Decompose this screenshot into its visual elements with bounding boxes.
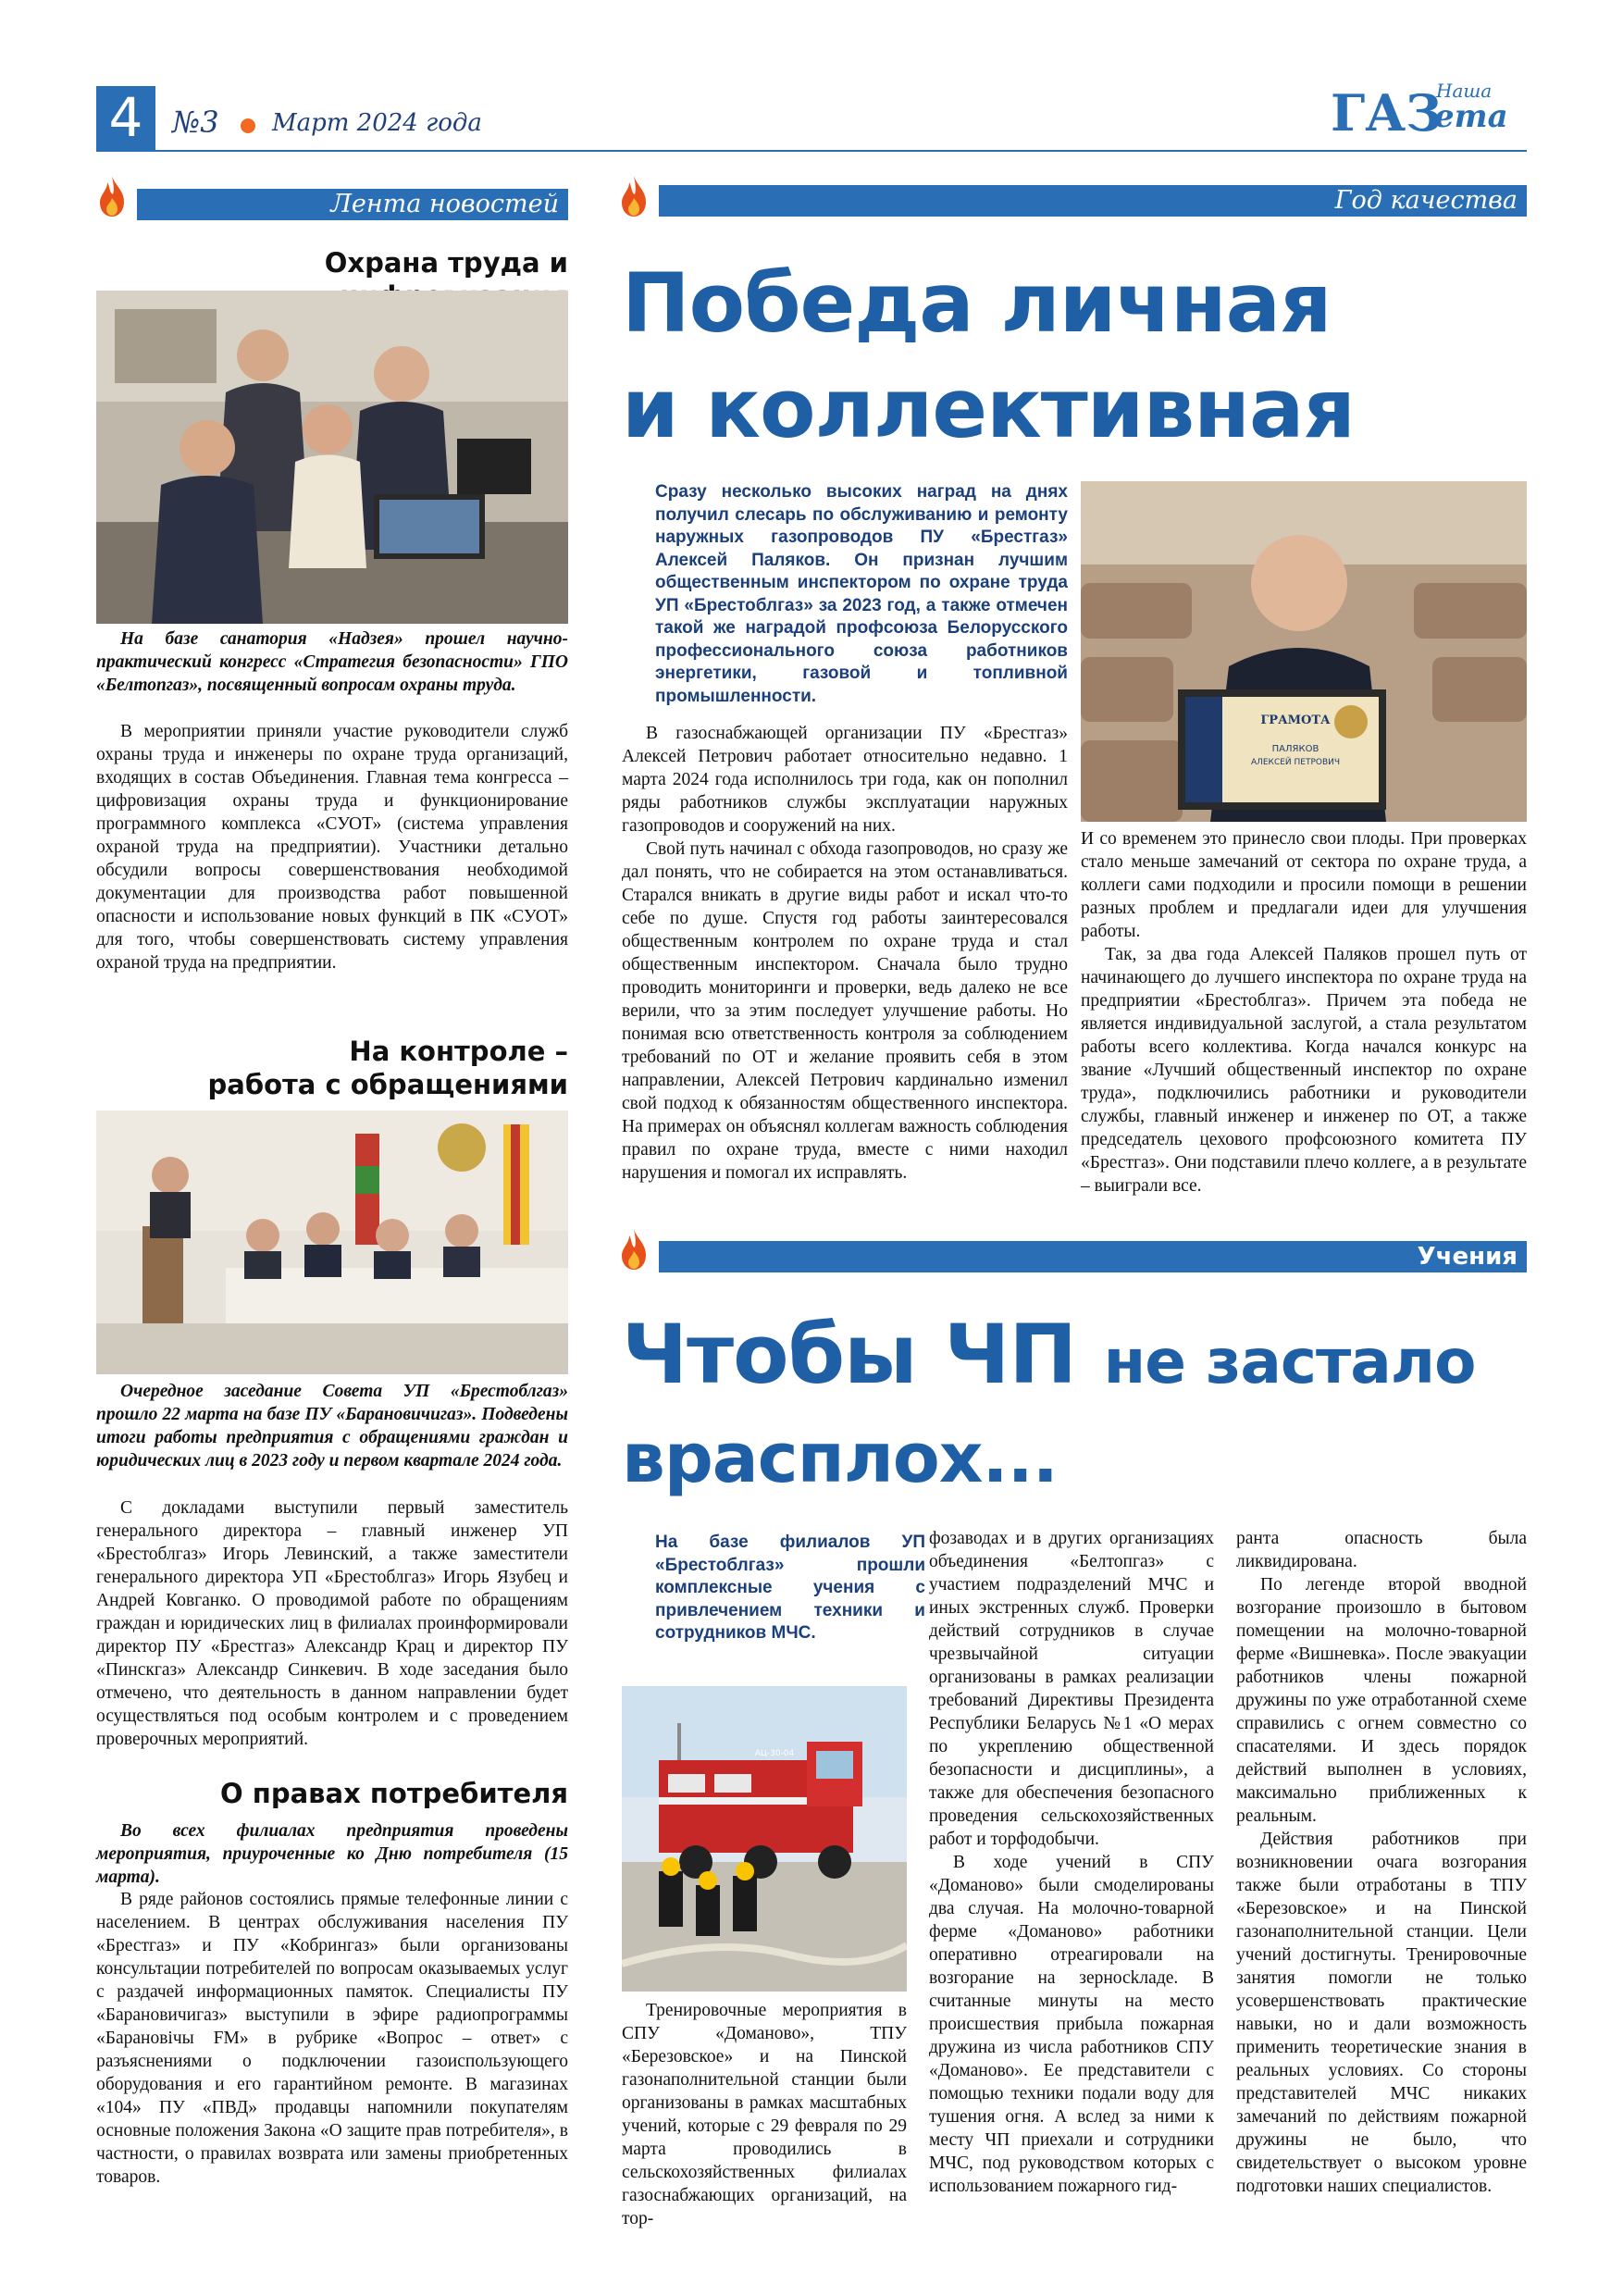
headline-drill-part-b: не застало (1103, 1326, 1476, 1397)
logo-nasha: Наша (1436, 80, 1493, 102)
caption-congress-text: На базе санатория «Надзея» прошел научно-практический конгресс «Стратегия безопасности» ГПО «Белтопгаз», посвященный вопросам охраны труда. (96, 629, 568, 695)
quality-col1-p2: Свой путь начинал с обхода газопроводов, но сразу же дал понять, что не собирается на этом останавливаться. Старался вникать в другие виды работ и искал что-то себе по душе. Спустя год работы заинтересовался общественным контролем по охране труда и стал общественным инспектором. Сначала было трудно проводить мониторинги и проверки, ведь далеко не все верили, что за этим последует улучшение работы. Но понимая всю ответственность контроля за соблюдением требований по ОТ и желание проявить себя в этом направлении, Алексей Петрович кардинально изменил свой подход к обязанностям общественного инспектора. На примерах он объяснял коллегам важность соблюдения правил по охране труда, вместе с ними находил нарушения и помогал их исправлять. (622, 839, 1068, 1183)
header-rule (96, 150, 1527, 152)
article-title-safety: Охрана труда и (324, 247, 568, 279)
logo (1331, 78, 1534, 152)
quality-col2-p2: Так, за два года Алексей Паляков прошел путь от начинающего до лучшего инспектора по охране труда на предприятии «Брестоблгаз». Причем эта победа не является индивидуальной заслугой, а стала результатом работы всего коллектива. Когда начался конкурс на звание «Лучший общественный инспектор по охране труда», подключились работники и руководители службы, главный инженер и инженер по ОТ, а также председатель цехового профсоюзного комитета ПУ «Брестгаз». Они подставили плечо коллеге, а в результате – выиграли все. (1081, 945, 1527, 1196)
drill-col3-p1: ранта опасность была ликвидирована. (1236, 1529, 1527, 1571)
caption-council (96, 1380, 568, 1472)
drill-col2-p2: В ходе учений в СПУ «Доманово» были смоделированы два случая. На молочно-товарной ферме «Доманово» работники оперативно отреагировали на возгорание на зерносkладе. В считанные минуты на место происшествия прибыла пожарная дружина из числа работников СПУ «Доманово». Ее представители с помощью техники подали воду для тушения огня. А вслед за ними к месту ЧП приехали и сотрудники МЧС, под руководством которых с использованием пожарного гид- (929, 1853, 1214, 2196)
article-title-appeals-line1: На контроле – (349, 1036, 568, 1067)
section-label-quality: Год качества (659, 185, 1527, 217)
certificate-name-line1: ПАЛЯКОВ (1271, 744, 1319, 754)
flame-icon (96, 174, 128, 218)
caption-consumer-text: Во всех филиалах предприятия проведены мероприятия, приуроченные ко Дню потребителя (15 марта). (96, 1821, 568, 1887)
photo-award (1081, 481, 1527, 822)
headline-quality-line1: Победа личная (622, 255, 1332, 351)
section-label-news: Лента новостей (137, 189, 568, 220)
drill-column-3 (1236, 1527, 1527, 2198)
photo-council (96, 1111, 568, 1374)
drill-col3-p3: Действия работников при возникновении очага возгорания также были отработаны в ТПУ «Березовское» и на Пинской газонаполнительной станции. Цели учений достигнуты. Тренировочные занятия помогли не только усовершенствовать практические навыки, но и дали возможность применить теоретические знания в реальных условиях. Со стороны представителей МЧС никаких замечаний по действиям пожарной дружины не было, что свидетельствует о высоком уровне подготовки наших специалистов. (1236, 1830, 1527, 2196)
header-dot (241, 118, 255, 133)
headline-quality-line2: и коллективная (622, 361, 1355, 456)
logo-eta: ета (1434, 98, 1508, 135)
body-safety-text: В мероприятии приняли участие руководители служб охраны труда и инженеры по охране труда организаций, входящих в состав Объединения. Главная тема конгресса – цифровизация охраны труда и функционирование программного комплекса «СУОТ» (система управления охраной труда на предприятии). Участники детально обсудили вопросы совершенствования необходимой документации для производства работ повышенной опасности и использование новых функций в ПК «СУОТ» для того, чтобы совершенствовать систему управления охраной труда на предприятии. (96, 722, 568, 973)
quality-column-2 (1081, 827, 1527, 1198)
article-title-consumer: О правах потребителя (220, 1778, 568, 1809)
lead-drill: На базе филиалов УП «Брестоблгаз» прошли комплексные учения с привлечением техники и сотрудников МЧС. (655, 1533, 925, 1643)
quality-col1-p1: В газоснабжающей организации ПУ «Брестгаз» Алексей Петрович работает относительно недавно. 1 марта 2024 года исполнилось три года, как он пополнил ряды работников службы эксплуатации наружных газопроводов и сооружений на них. (622, 724, 1068, 836)
body-appeals-text: С докладами выступили первый заместитель генерального директора – главный инженер УП «Брестоблгаз» Игорь Левинский, а также заместители генерального директора УП «Брестоблгаз» Игорь Язубец и Андрей Ковганко. О проводимой работе по обращениям граждан и юридических лиц в филиалах проинформировали директор ПУ «Брестгаз» Александр Крац и директор ПУ «Пинскгаз» Александр Синкевич. В ходе заседания было отмечено, что деятельность в данном направлении будет осуществляться под особым контролем и с проведением проверочных мероприятий. (96, 1498, 568, 1749)
body-consumer-text: В ряде районов состоялись прямые телефонные линии с населением. В центрах обслуживания населения ПУ «Брестгаз» и ПУ «Кобрингаз» были организованы консультации потребителей по вопросам оказываемых услуг с раздачей информационных памяток. Специалисты ПУ «Барановичигаз» выступили в эфире радиопрограммы «Барановiчы FM» в рубрике «Вопрос – ответ» с разъяснениями о подключении газоиспользующего оборудования и его гарантийном ремонте. В магазинах «104» ПУ «ПВД» продавцы напомнили покупателям основные положения Закона «О защите прав потребителя», в частности, о правилах возврата или замены приобретенных товаров. (96, 1890, 568, 2187)
issue-number: №3 (172, 105, 219, 140)
body-consumer (96, 1888, 568, 2189)
caption-council-text: Очередное заседание Совета УП «Брестоблгаз» прошло 22 марта на базе ПУ «Барановичигаз». Подведены итоги работы предприятия с обращениями граждан и юридических лиц в 2023 году и первом квартале 2024 года. (96, 1382, 568, 1471)
headline-drill-line1 (622, 1307, 1475, 1410)
flame-icon (618, 174, 650, 218)
caption-consumer (96, 1819, 568, 1889)
certificate-name-line2: АЛЕКСЕЙ ПЕТРОВИЧ (1250, 758, 1341, 767)
drill-col3-p2: По легенде второй вводной возгорание произошло в бытовом помещении на молочно-товарной ферме «Вишневка». После эвакуации работников члены пожарной дружины по уже отработанной схеме справились с огнем совместно со спасателями. И здесь порядок действий выполнен в условиях, максимально приближенных к реальным. (1236, 1575, 1527, 1826)
drill-col1-text: Тренировочные мероприятия в СПУ «Доманово», ТПУ «Березовское» и на Пинской газонаполнительной станции были организованы в рамках масштабных учений, которые с 29 февраля по 29 марта проводились в сельскохозяйственных филиалах газоснабжающих организаций, на тор- (622, 2001, 907, 2228)
body-appeals (96, 1496, 568, 1751)
drill-col2-p1: фозаводах и в других организациях объединения «Белтопгаз» с участием подразделений МЧС и иных экстренных служб. Проверки действий сотрудников в случае чрезвычайной ситуации организованы в рамках реализации требований Директивы Президента Республики Беларусь №1 «О мерах по укреплению общественной безопасности и дисциплины», а также для обеспечения безопасного проведения сельскохозяйственных работ и торфодобычи. (929, 1529, 1214, 1849)
photo-congress (96, 291, 568, 624)
headline-drill-part-a: Чтобы ЧП (622, 1307, 1076, 1402)
quality-col2-p1: И со временем это принесло свои плоды. При проверках стало меньше замечаний от сектора по охране труда, а коллеги сами подходили и просили помощи в решении разных проблем и предлагали идеи для улучшения работы. (1081, 829, 1527, 941)
article-title-appeals-line2: работа с обращениями (207, 1069, 568, 1100)
section-label-drill: Учения (659, 1241, 1527, 1272)
lead-quality: Сразу несколько высоких наград на днях получил слесарь по обслуживанию и ремонту наружных газопроводов ПУ «Брестгаз» Алексей Паляков. Он признан лучшим общественным инспектором по охране труда УП «Брестоблгаз» за 2023 год, а также отмечен такой же наградой профсоюза Белорусского профессионального союза работников энергетики, газовой и топливной промышленности. (655, 482, 1068, 706)
drill-column-2 (929, 1527, 1214, 2198)
article-title-appeals (96, 1035, 568, 1101)
logo-gaz: ГАЗ (1331, 83, 1443, 143)
caption-congress (96, 627, 568, 697)
truck-plate: АЦ-30-04 (754, 1749, 795, 1758)
certificate-title: ГРАМОТА (1260, 714, 1331, 727)
body-safety (96, 720, 568, 974)
headline-drill-line2: врасплох... (622, 1419, 1058, 1498)
quality-column-1 (622, 722, 1068, 1185)
drill-column-1 (622, 1999, 907, 2230)
issue-date: Март 2024 года (272, 109, 482, 137)
flame-icon (618, 1227, 650, 1272)
photo-fire-drill (622, 1686, 907, 1992)
page-number: 4 (108, 86, 143, 149)
